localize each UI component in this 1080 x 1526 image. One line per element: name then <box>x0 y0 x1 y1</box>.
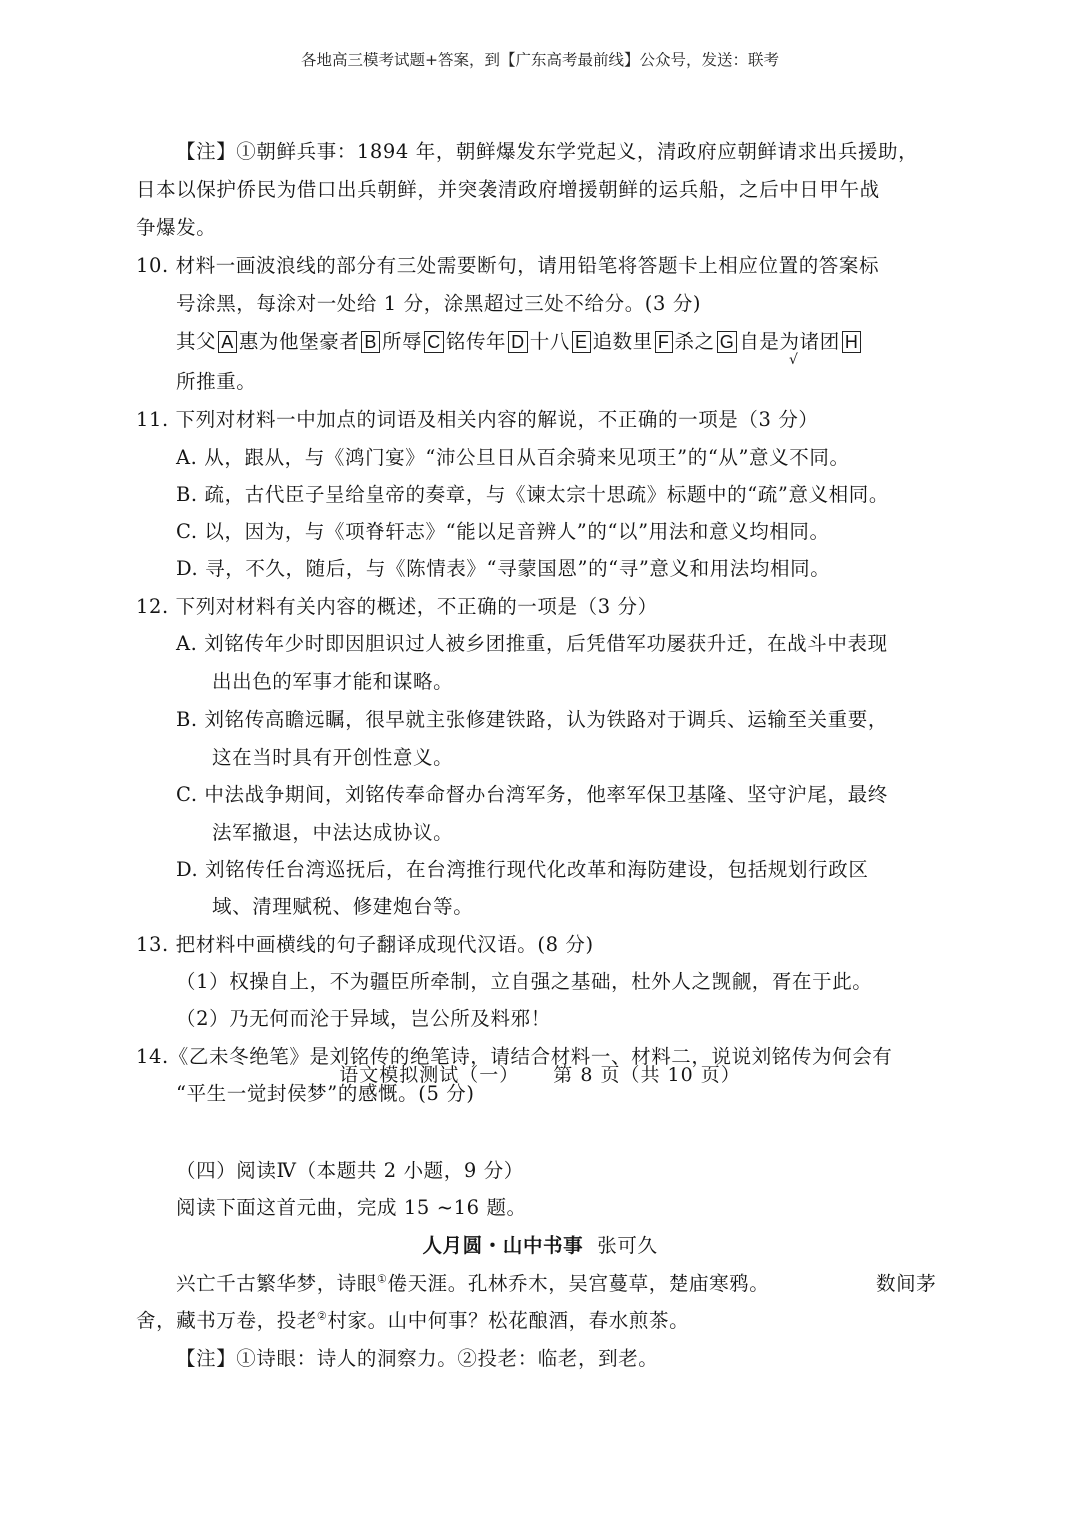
q13-stem: 13. 把材料中画横线的句子翻译成现代汉语。(8 分) <box>136 933 594 956</box>
q11-option-a: A. 从，跟从，与《鸿门宴》“沛公旦日从百余骑来见项王”的“从”意义不同。 <box>176 446 850 469</box>
answer-box-c: C <box>424 331 444 353</box>
q11-option-b: B. 疏，古代臣子呈给皇帝的奏章，与《谏太宗十思疏》标题中的“疏”意义相同。 <box>176 483 889 506</box>
poem-line-1-end: 数间茅 <box>876 1272 937 1295</box>
q12-option-d-line-1: D. 刘铭传任台湾巡抚后，在台湾推行现代化改革和海防建设，包括规划行政区 <box>176 858 869 881</box>
footer-subject: 语文模拟测试（一） <box>339 1064 520 1086</box>
q10-segment: 追数里 <box>592 330 653 353</box>
section-intro: 阅读下面这首元曲，完成 15 ~16 题。 <box>176 1196 527 1219</box>
q12-option-d-line-2: 域、清理赋税、修建炮台等。 <box>212 895 474 918</box>
q12-option-a-line-2: 出出色的军事才能和谋略。 <box>212 670 454 693</box>
poem-heading <box>0 1230 1080 1258</box>
q11-option-d: D. 寻，不久，随后，与《陈情表》“寻蒙国恩”的“寻”意义和用法均相同。 <box>176 557 831 580</box>
q11-stem: 11. 下列对材料一中加点的词语及相关内容的解说，不正确的一项是（3 分） <box>136 408 819 431</box>
answer-box-h: H <box>842 331 862 353</box>
note-line-1: 【注】①朝鲜兵事：1894 年，朝鲜爆发东学党起义，清政府应朝鲜请求出兵援助， <box>176 140 919 163</box>
note-line-2: 日本以保护侨民为借口出兵朝鲜，并突袭清政府增援朝鲜的运兵船，之后中日甲午战 <box>136 178 880 201</box>
poem-line-1 <box>176 1268 769 1296</box>
poem-text: 村家。山中何事？松花酿酒，春水煎茶。 <box>327 1309 690 1332</box>
q10-segment: 所辱 <box>382 330 423 353</box>
q13-sentence-1: （1）权操自上，不为疆臣所牵制，立自强之基础，杜外人之觊觎，胥在于此。 <box>176 970 873 993</box>
q13-sentence-2: （2）乃无何而沦于异域，岂公所及料邪！ <box>176 1007 551 1030</box>
q10-stem-line-1: 10. 材料一画波浪线的部分有三处需要断句，请用铅笔将答题卡上相应位置的答案标 <box>136 254 880 277</box>
banner-text: 各地高三模考试题+答案，到【广东高考最前线】公众号，发送：联考 <box>301 51 779 69</box>
q10-segment: 铭传年 <box>445 330 507 353</box>
poem-text: 倦天涯。孔林乔木，吴宫蔓草，楚庙寒鸦。 <box>387 1272 770 1295</box>
q11-option-c: C. 以，因为，与《项脊轩志》“能以足音辨人”的“以”用法和意义均相同。 <box>176 520 830 543</box>
q10-stem-line-2: 号涂黑，每涂对一处给 1 分，涂黑超过三处不给分。(3 分) <box>176 292 702 315</box>
footnote-marker: ② <box>316 1309 328 1323</box>
note-line-3: 争爆发。 <box>136 216 217 239</box>
answer-box-e: E <box>572 331 591 353</box>
q10-segment: 其父 <box>176 330 217 353</box>
q10-segment: 自是为诸团 <box>739 330 840 353</box>
q12-option-b-line-2: 这在当时具有开创性意义。 <box>212 746 454 769</box>
q14-stem-line-1: 14.《乙未冬绝笔》是刘铭传的绝笔诗，请结合材料一、材料二，说说刘铭传为何会有 <box>136 1045 893 1068</box>
answer-box-d: D <box>508 331 528 353</box>
footer-page-number: 第 8 页（共 10 页） <box>553 1064 741 1086</box>
q12-option-c-line-2: 法军撤退，中法达成协议。 <box>212 821 454 844</box>
page-footer <box>0 1060 1080 1087</box>
answer-box-b: B <box>361 331 380 353</box>
q10-segment: 杀之 <box>674 330 715 353</box>
q12-option-a-line-1: A. 刘铭传年少时即因胆识过人被乡团推重，后凭借军功屡获升迁，在战斗中表现 <box>176 632 888 655</box>
checkmark-icon: √ <box>789 352 798 368</box>
section-heading: （四）阅读Ⅳ（本题共 2 小题，9 分） <box>176 1159 524 1182</box>
q10-sentence-end: 所推重。 <box>176 370 257 393</box>
q12-option-b-line-1: B. 刘铭传高瞻远瞩，很早就主张修建铁路，认为铁路对于调兵、运输至关重要， <box>176 708 888 731</box>
q10-segment: 十八 <box>529 330 570 353</box>
q10-sentence <box>176 326 863 354</box>
q12-option-c-line-1: C. 中法战争期间，刘铭传奉命督办台湾军务，他率军保卫基隆、坚守沪尾，最终 <box>176 783 888 806</box>
poem-text: 兴亡千古繁华梦，诗眼 <box>176 1272 378 1295</box>
answer-box-f: F <box>655 331 673 353</box>
q12-stem: 12. 下列对材料有关内容的概述，不正确的一项是（3 分） <box>136 595 658 618</box>
poem-text: 舍，藏书万卷，投老 <box>136 1309 317 1332</box>
poem-line-2 <box>136 1305 689 1333</box>
q14-stem-line-2: “平生一觉封侯梦”的感慨。(5 分) <box>176 1082 475 1105</box>
poem-title: 人月圆・山中书事 <box>422 1234 584 1257</box>
q10-segment: 惠为他堡豪者 <box>238 330 360 353</box>
poem-author: 张可久 <box>597 1234 658 1257</box>
answer-box-a: A <box>218 331 237 353</box>
footnote-marker: ① <box>377 1272 388 1286</box>
answer-box-g: G <box>717 331 738 353</box>
poem-note: 【注】①诗眼：诗人的洞察力。②投老：临老，到老。 <box>176 1347 659 1370</box>
